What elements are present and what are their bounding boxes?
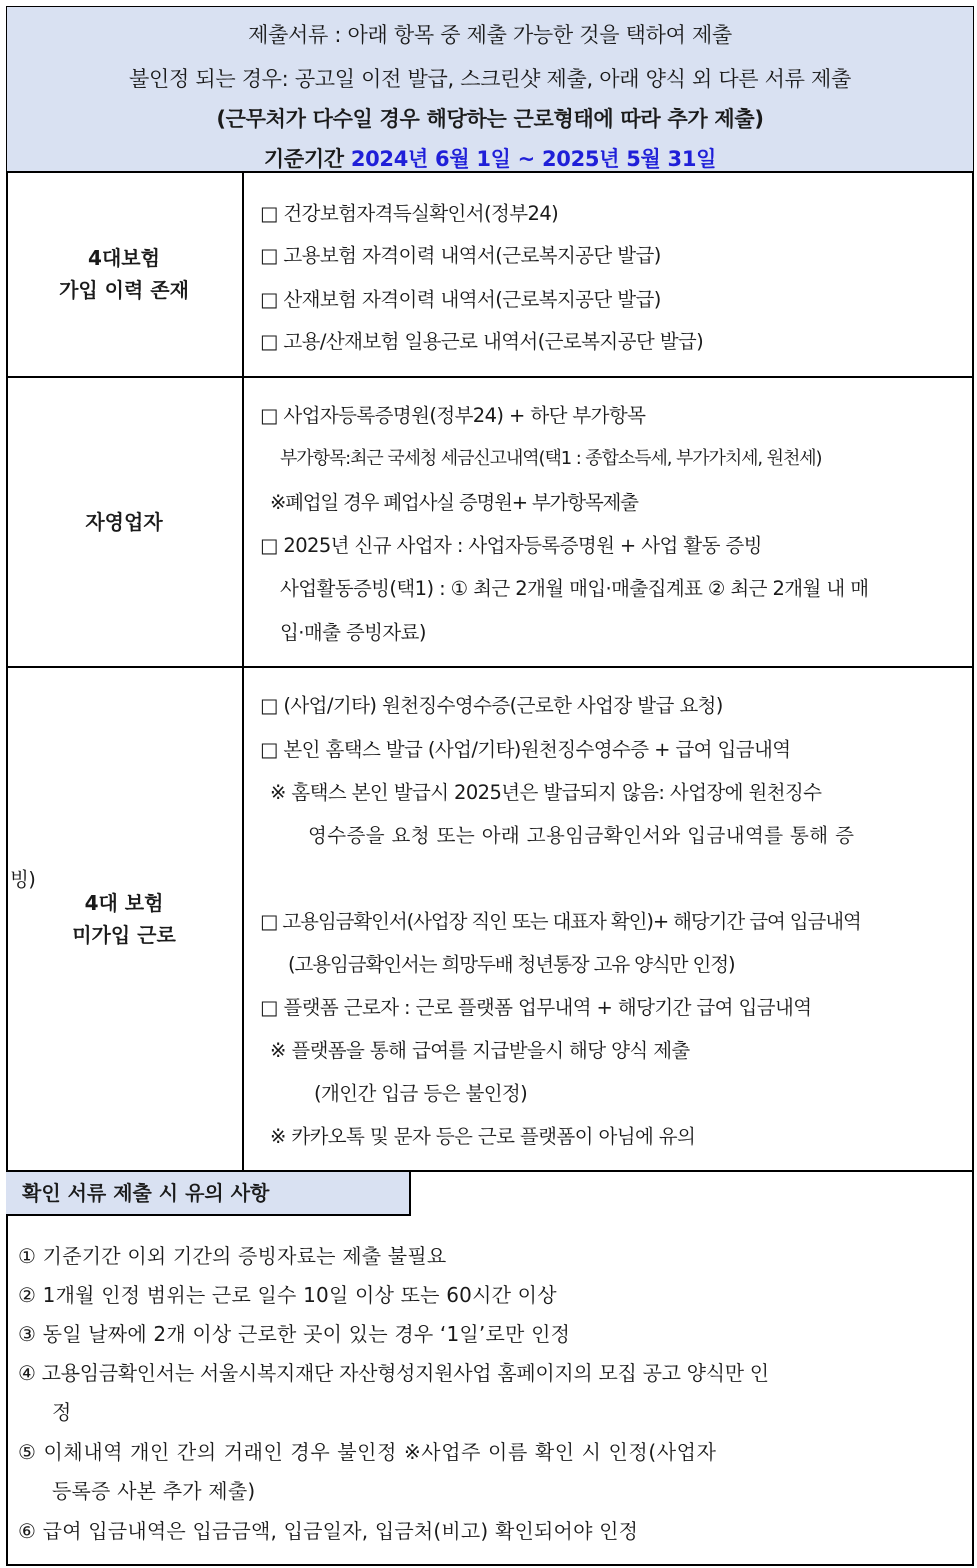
- notice-item: ⑤ 이체내역 개인 간의 거래인 경우 불인정 ※사업주 이름 확인 시 인정(사업자: [18, 1440, 717, 1464]
- section-content: [242, 172, 974, 376]
- list-item: □ 본인 홈택스 발급 (사업/기타)원천징수영수증 + 급여 입금내역: [260, 738, 791, 761]
- list-item: □ 고용임금확인서(사업장 직인 또는 대표자 확인)+ 해당기간 급여 입금내역: [260, 910, 861, 933]
- period-value: 2024년 6월 1일 ~ 2025년 5월 31일: [350, 147, 717, 171]
- list-item: □ 건강보험자격득실확인서(정부24): [260, 202, 559, 225]
- label-line: 자영업자: [85, 510, 163, 534]
- list-item: ※폐업일 경우 폐업사실 증명원+ 부가항목제출: [270, 491, 638, 514]
- notice-item: ③ 동일 날짜에 2개 이상 근로한 곳이 있는 경우 ‘1일’로만 인정: [18, 1322, 571, 1346]
- notice-item: 등록증 사본 추가 제출): [52, 1479, 256, 1503]
- notice-item: ① 기준기간 이외 기간의 증빙자료는 제출 불필요: [18, 1244, 447, 1268]
- list-item: ※ 홈택스 본인 발급시 2025년은 발급되지 않음: 사업장에 원천징수: [270, 781, 822, 804]
- label-line: 4대 보험: [84, 891, 164, 915]
- list-item: (고용임금확인서는 희망두배 청년통장 고유 양식만 인정): [288, 953, 735, 976]
- list-item: 영수증을 요청 또는 아래 고용임금확인서와 입금내역를 통해 증: [308, 824, 855, 847]
- label-line: 가입 이력 존재: [59, 278, 189, 302]
- section-self-employed: [6, 378, 974, 668]
- header-line-1: 제출서류 : 아래 항목 중 제출 가능한 것을 택하여 제출: [248, 23, 732, 47]
- label-line: 미가입 근로: [72, 923, 176, 947]
- header-line-3: (근무처가 다수일 경우 해당하는 근로형태에 따라 추가 제출): [216, 107, 764, 131]
- reference-period: [7, 143, 973, 173]
- list-item: □ 고용/산재보험 일용근로 내역서(근로복지공단 발급): [260, 330, 704, 353]
- section-label: [6, 378, 244, 666]
- notice-item: ② 1개월 인정 범위는 근로 일수 10일 이상 또는 60시간 이상: [18, 1283, 557, 1307]
- list-item: ※ 카카오톡 및 문자 등은 근로 플랫폼이 아님에 유의: [270, 1125, 696, 1148]
- list-item: □ 산재보험 자격이력 내역서(근로복지공단 발급): [260, 288, 661, 311]
- list-item: ※ 플랫폼을 통해 급여를 지급받을시 해당 양식 제출: [270, 1039, 690, 1062]
- requirements-header: [6, 6, 974, 172]
- list-item: □ 2025년 신규 사업자 : 사업자등록증명원 + 사업 활동 증빙: [260, 534, 762, 557]
- list-item: 사업활동증빙(택1) : ① 최근 2개월 매입·매출집계표 ② 최근 2개월 내 매: [280, 577, 869, 600]
- notice-item: ⑥ 급여 입금내역은 입금금액, 입금일자, 입금처(비고) 확인되어야 인정: [18, 1519, 639, 1543]
- section-insurance-history: [6, 172, 974, 378]
- list-item: □ (사업/기타) 원천징수영수증(근로한 사업장 발급 요청): [260, 694, 723, 717]
- list-item: (개인간 입금 등은 불인정): [314, 1082, 528, 1105]
- section-content: [242, 378, 974, 666]
- notice-item: 정: [52, 1400, 72, 1424]
- label-line: 4대보험: [88, 246, 160, 270]
- section-label: [6, 172, 244, 376]
- section-uninsured-work: [6, 668, 974, 1172]
- list-item: □ 플랫폼 근로자 : 근로 플랫폼 업무내역 + 해당기간 급여 입금내역: [260, 996, 812, 1019]
- list-item: □ 고용보험 자격이력 내역서(근로복지공단 발급): [260, 244, 661, 267]
- section-label: [6, 668, 244, 1170]
- list-item: 부가항목:최근 국세청 세금신고내역(택1 : 종합소득세, 부가가치세, 원천세): [280, 448, 822, 469]
- list-item: 입·매출 증빙자료): [280, 621, 426, 644]
- notice-item: ④ 고용임금확인서는 서울시복지재단 자산형성지원사업 홈페이지의 모집 공고 양식만 인: [18, 1361, 769, 1385]
- period-label: 기준기간: [263, 147, 344, 171]
- notice-title: 확인 서류 제출 시 유의 사항: [6, 1172, 411, 1216]
- header-line-2: 불인정 되는 경우: 공고일 이전 발급, 스크린샷 제출, 아래 양식 외 다른 서류 제출: [129, 67, 851, 91]
- list-item: □ 사업자등록증명원(정부24) + 하단 부가항목: [260, 404, 646, 427]
- list-item: 빙): [10, 868, 36, 891]
